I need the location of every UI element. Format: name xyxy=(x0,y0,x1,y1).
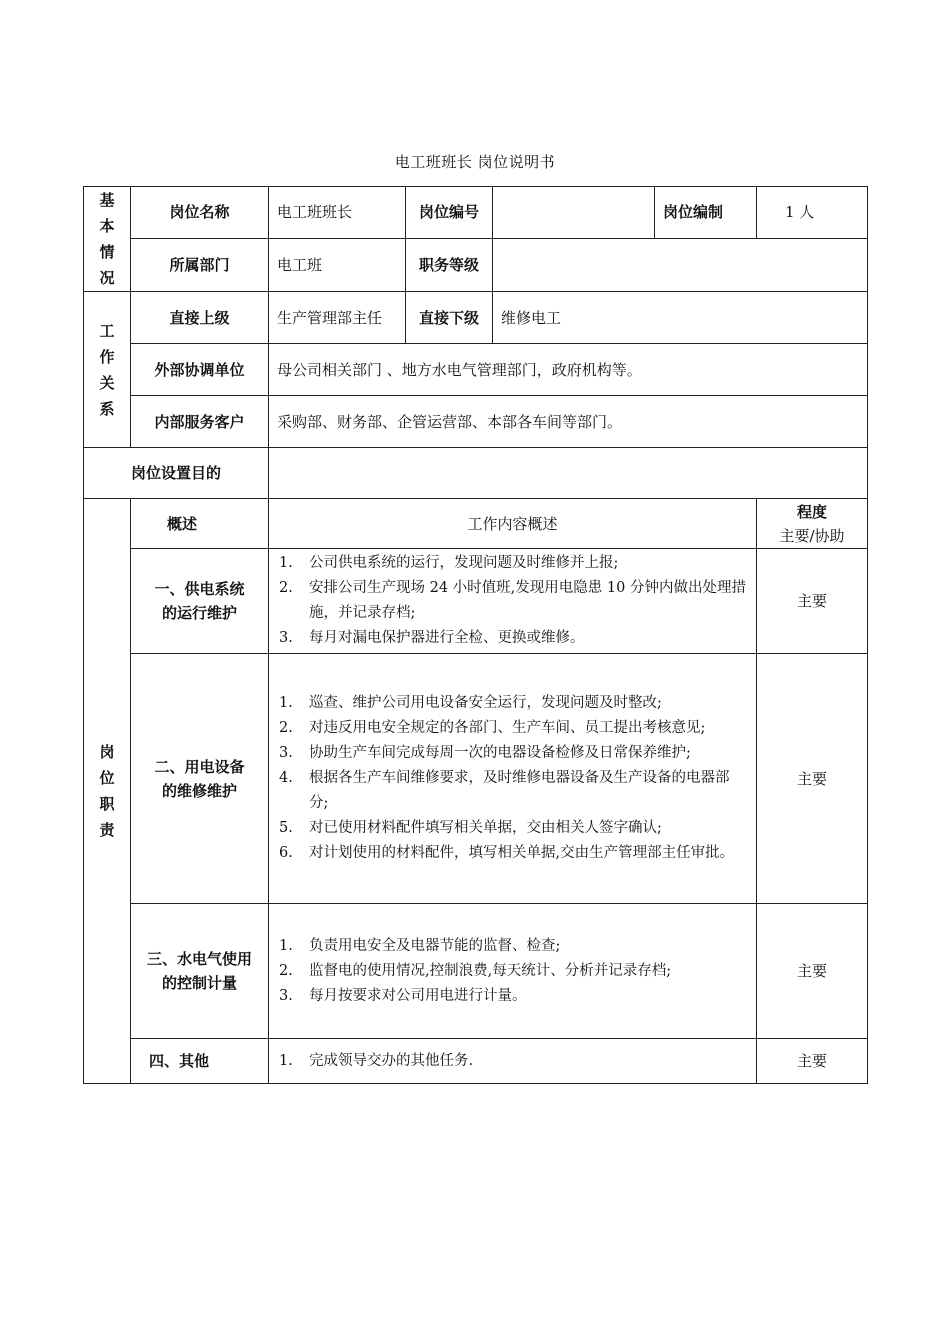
duty-row xyxy=(84,549,868,654)
duties-section-label: 岗 位 职 责 xyxy=(84,499,131,1084)
duty-row xyxy=(84,1039,868,1084)
duty-item: 1. 公司供电系统的运行，发现问题及时维修并上报; xyxy=(279,555,619,571)
degree-header-sub: 主要/协助 xyxy=(779,526,845,545)
duty-row xyxy=(84,904,868,1039)
duty-item: 5. 对已使用材料配件填写相关单据，交由相关人签字确认; xyxy=(279,820,662,836)
duty-content xyxy=(269,1039,757,1084)
duty-item: 2. 监督电的使用情况,控制浪费,每天统计、分析并记录存档; xyxy=(279,962,672,979)
basic-row-2 xyxy=(84,238,868,291)
duty-item: 1. 巡查、维护公司用电设备安全运行，发现问题及时整改; xyxy=(279,695,662,711)
internal-label: 内部服务客户 xyxy=(131,396,269,448)
duty-content xyxy=(269,904,757,1039)
superior-value: 生产管理部主任 xyxy=(269,292,406,344)
position-code-label: 岗位编号 xyxy=(406,187,493,239)
basic-row-1 xyxy=(84,187,868,239)
duty-degree: 主要 xyxy=(757,904,868,1039)
document-title: 电工班班长 岗位说明书 xyxy=(394,153,556,171)
degree-header-title: 程度 xyxy=(796,502,827,521)
department-label: 所属部门 xyxy=(131,238,269,291)
grade-value xyxy=(493,238,868,291)
duty-content xyxy=(269,549,757,654)
purpose-label: 岗位设置目的 xyxy=(84,448,269,499)
col-content-header: 工作内容概述 xyxy=(269,499,757,549)
duty-item: 3. 协助生产车间完成每周一次的电器设备检修及日常保养维护; xyxy=(279,745,691,761)
relations-section-label: 工 作 关 系 xyxy=(84,292,131,448)
position-name-label: 岗位名称 xyxy=(131,187,269,239)
col-degree-header xyxy=(757,499,868,549)
duty-item: 6. 对计划使用的材料配件，填写相关单据,交由生产管理部主任审批。 xyxy=(279,845,735,861)
basic-section-label: 基 本 情 况 xyxy=(84,187,131,292)
internal-value: 采购部、财务部、企管运营部、本部各车间等部门。 xyxy=(269,396,868,448)
relations-row-1 xyxy=(84,292,868,344)
duty-item: 1. 负责用电安全及电器节能的监督、检查; xyxy=(279,937,561,954)
subordinate-label: 直接下级 xyxy=(406,292,493,344)
duty-item: 4. 根据各生产车间维修要求，及时维修电器设备及生产设备的电器部分; xyxy=(279,770,730,811)
relations-row-3 xyxy=(84,396,868,448)
duties-header-row xyxy=(84,499,868,549)
superior-label: 直接上级 xyxy=(131,292,269,344)
duty-row xyxy=(84,654,868,904)
job-description-table xyxy=(83,186,868,1084)
relations-row-2 xyxy=(84,344,868,396)
duty-title: 一、供电系统 的运行维护 xyxy=(131,549,269,654)
subordinate-value: 维修电工 xyxy=(493,292,868,344)
duty-item: 1. 完成领导交办的其他任务. xyxy=(279,1052,474,1069)
duty-degree: 主要 xyxy=(757,1039,868,1084)
duty-degree: 主要 xyxy=(757,654,868,904)
department-value: 电工班 xyxy=(269,238,406,291)
duty-title: 二、用电设备 的维修维护 xyxy=(131,654,269,904)
headcount-value: 1 人 xyxy=(757,187,868,239)
position-name-value: 电工班班长 xyxy=(269,187,406,239)
duty-degree: 主要 xyxy=(757,549,868,654)
external-label: 外部协调单位 xyxy=(131,344,269,396)
duty-item: 2. 安排公司生产现场 24 小时值班,发现用电隐患 10 分钟内做出处理措施，并记录存档; xyxy=(279,580,746,621)
duty-item: 3. 每月对漏电保护器进行全检、更换或维修。 xyxy=(279,630,585,646)
headcount-label: 岗位编制 xyxy=(655,187,757,239)
duty-item: 3. 每月按要求对公司用电进行计量。 xyxy=(279,987,527,1004)
purpose-value xyxy=(269,448,868,499)
col-summary-header: 概述 xyxy=(131,499,269,549)
grade-label: 职务等级 xyxy=(406,238,493,291)
duty-title: 四、其他 xyxy=(131,1039,269,1084)
position-code-value xyxy=(493,187,655,239)
duty-item: 2. 对违反用电安全规定的各部门、生产车间、员工提出考核意见; xyxy=(279,720,706,736)
external-value: 母公司相关部门 、地方水电气管理部门，政府机构等。 xyxy=(269,344,868,396)
duty-content xyxy=(269,654,757,904)
duty-title: 三、水电气使用 的控制计量 xyxy=(131,904,269,1039)
purpose-row xyxy=(84,448,868,499)
